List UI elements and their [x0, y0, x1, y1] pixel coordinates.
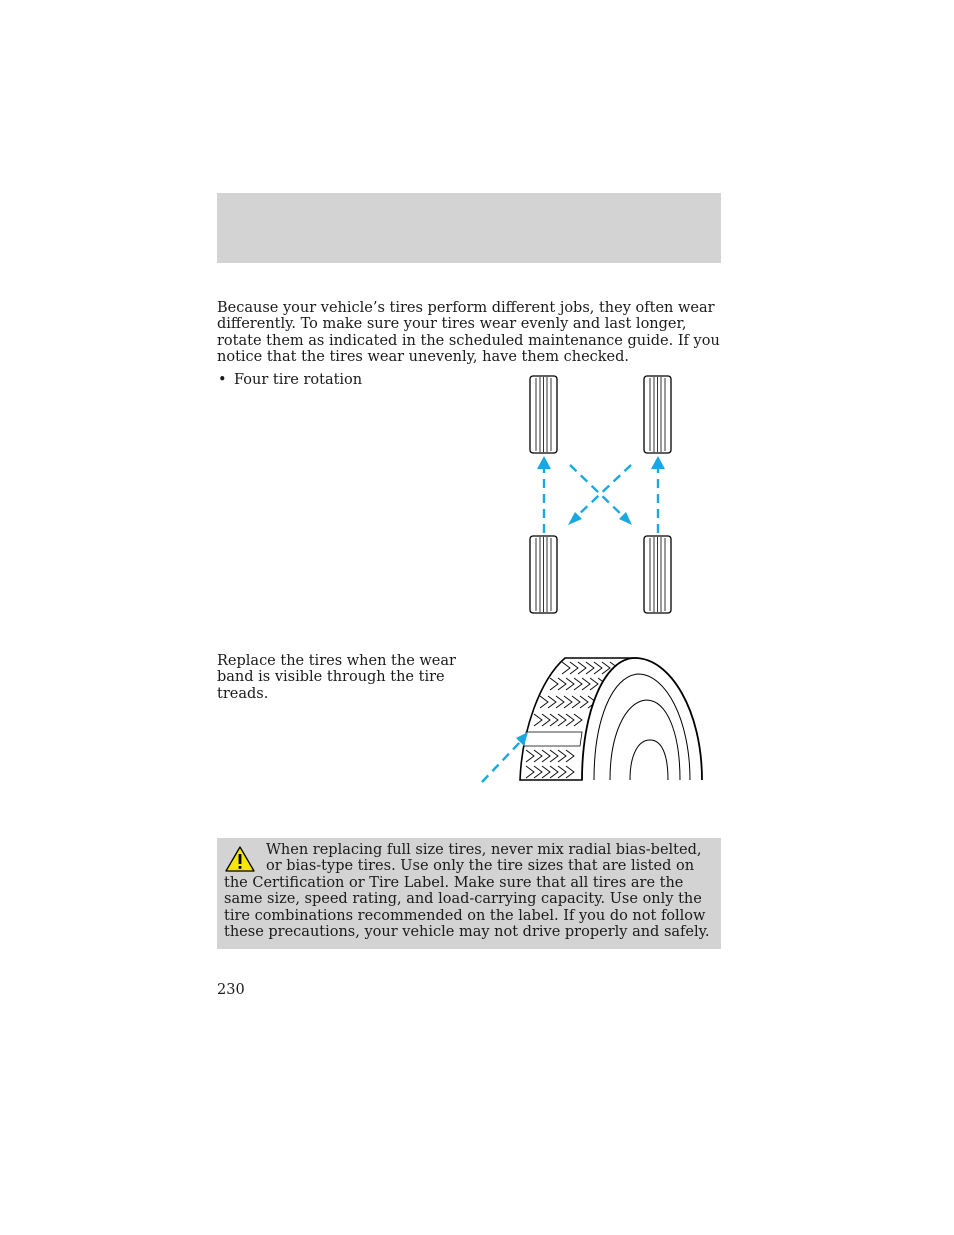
warning-box: [217, 838, 721, 949]
tire-wear-band-illustration: [470, 650, 710, 790]
tire-rear-left: [530, 536, 557, 613]
tire-front-right: [644, 376, 671, 453]
warning-text: When replacing full size tires, never mix radial bias-belted, or bias-type tires. Use only the tire sizes that are listed on the Certification or Tire Label. Make sure that all tires are the same size, speed rating, and load-carrying capacity. Use only the tire combinations recommended on the label. If you do not follow these precautions, your vehicle may not drive properly and safely.: [224, 842, 710, 941]
tire-rear-right: [644, 536, 671, 613]
header-band: [217, 193, 721, 263]
bullet-four-tire-rotation: [218, 372, 438, 388]
tire-front-left: [530, 376, 557, 453]
arrow-cross-to-right: [570, 465, 624, 517]
tire-rotation-diagram: [520, 370, 690, 620]
intro-paragraph: Because your vehicle’s tires perform different jobs, they often wear differently. To make sure your tires wear evenly and last longer, rotate them as indicated in the scheduled maintenance guide. If you notice that the tires wear unevenly, have them checked.: [217, 300, 720, 366]
bullet-text: Four tire rotation: [234, 372, 363, 388]
page-number: 230: [217, 982, 245, 998]
wear-band: [524, 732, 582, 746]
replace-tires-paragraph: Replace the tires when the wear band is visible through the tire treads.: [217, 653, 456, 702]
arrow-cross-to-left: [576, 465, 631, 517]
bullet-marker: •: [218, 372, 227, 388]
wear-band-pointer-arrow: [482, 740, 522, 782]
